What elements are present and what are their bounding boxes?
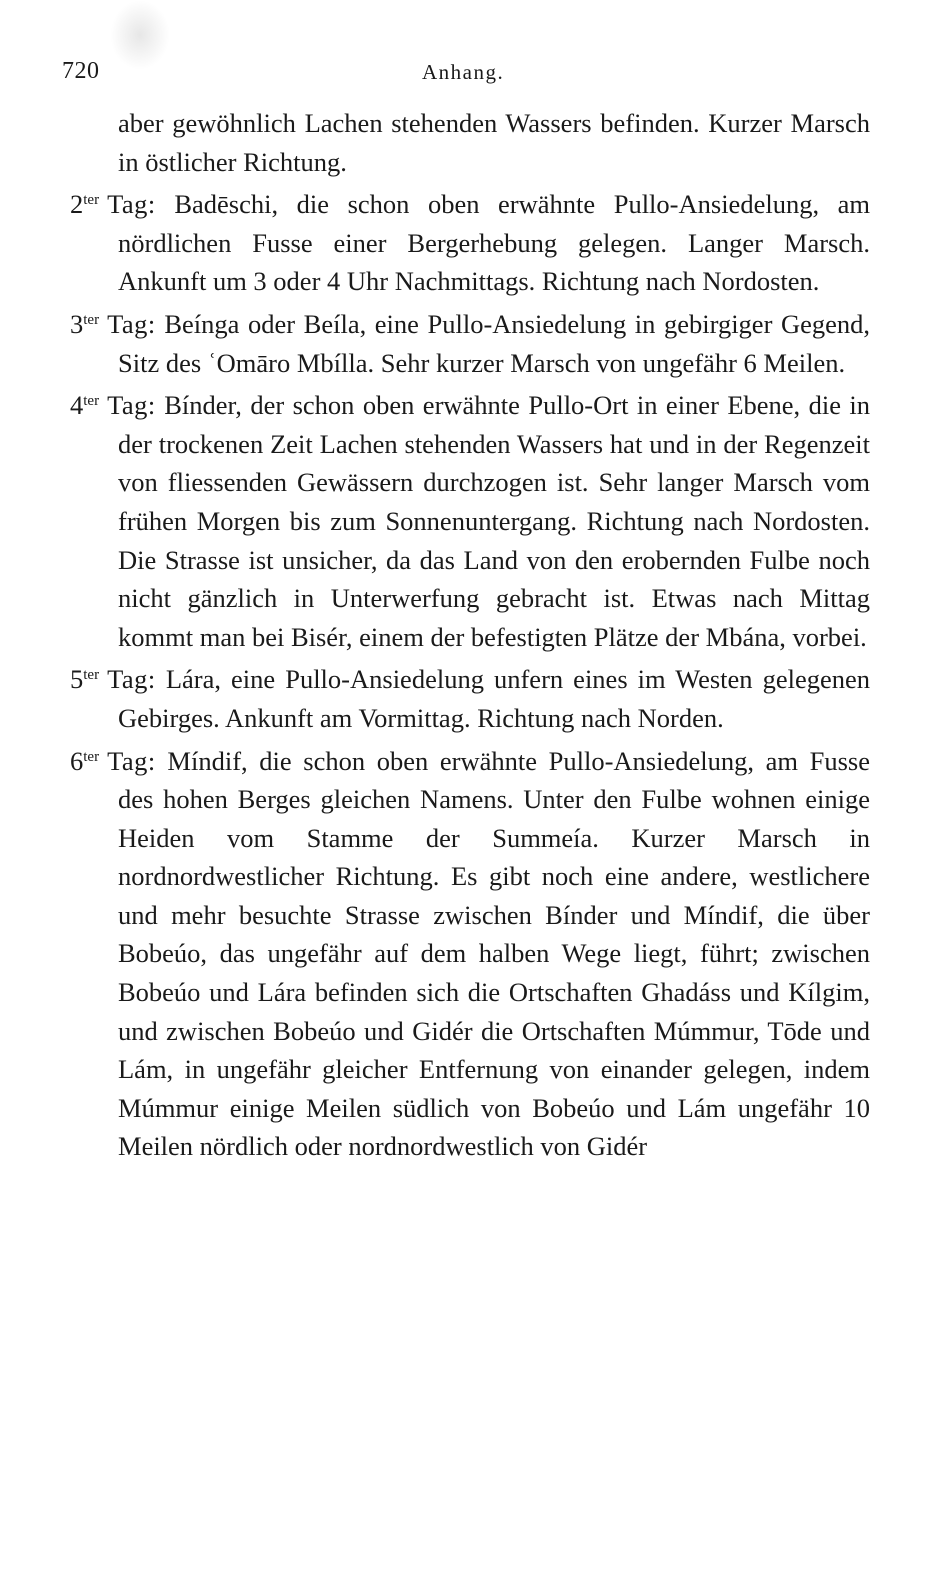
page-header [62, 58, 862, 88]
day-entry-6 [70, 738, 870, 1167]
day-label: Tag: [107, 390, 156, 421]
paragraph-text: Míndif, die schon oben erwähnte Pullo-Ansiedelung, am Fusse des hohen Berges gleichen Namens. Unter den Fulbe wohnen einige Heiden vom Stamme der Summeía. Kurzer Marsch in nordnordwestlicher Richtung. Es gibt noch eine andere, westlichere und mehr besuchte Strasse zwischen Bínder und Míndif, die über Bobeúo, das ungefähr auf dem halben Wege liegt, führt; zwischen Bobeúo und Lára befinden sich die Ortschaften Ghadáss und Kílgim, und zwischen Bobeúo und Gidér die Ortschaften Múmmur, Tōde und Lám, in ungefähr gleicher Entfernung von einander gelegen, indem Múmmur einige Meilen südlich von Bobeúo und Lám ungefähr 10 Meilen nördlich oder nordnordwestlich von Gidér [118, 745, 870, 1162]
day-label: Tag: [107, 745, 156, 776]
paragraph-text: Lára, eine Pullo-Ansiedelung unfern eines im Westen gelegenen Gebirges. Ankunft am Vormittag. Richtung nach Norden. [118, 664, 870, 733]
day-entry-4 [70, 382, 870, 656]
day-entry-2 [70, 181, 870, 301]
page-number: 720 [62, 58, 100, 84]
day-number: 6 [70, 745, 84, 776]
paragraph-text: aber gewöhnlich Lachen stehenden Wassers befinden. Kurzer Marsch in östlicher Richtung. [118, 108, 870, 177]
day-ordinal-suffix: ter [83, 311, 100, 328]
day-label: Tag: [107, 308, 156, 339]
paragraph-text: Badēschi, die schon oben erwähnte Pullo-Ansiedelung, am nördlichen Fusse einer Bergerhebung gelegen. Langer Marsch. Ankunft um 3 oder 4 Uhr Nachmittags. Richtung nach Nordosten. [118, 189, 870, 297]
day-number: 2 [70, 189, 84, 220]
day-label: Tag: [107, 189, 156, 220]
paragraph-continuation [70, 104, 870, 181]
day-entry-3 [70, 301, 870, 382]
day-label: Tag: [107, 664, 156, 695]
day-entry-5 [70, 656, 870, 737]
day-number: 5 [70, 664, 84, 695]
paragraph-text: Bínder, der schon oben erwähnte Pullo-Ort in einer Ebene, die in der trockenen Zeit Lachen stehenden Wassers hat und in der Regenzeit von fliessenden Gewässern durchzogen ist. Sehr langer Marsch vom frühen Morgen bis zum Sonnenuntergang. Richtung nach Nordosten. Die Strasse ist unsicher, da das Land von den erobernden Fulbe noch nicht gänzlich in Unterwerfung gebracht ist. Etwas nach Mittag kommt man bei Bisér, einem der befestigten Plätze der Mbána, vorbei. [118, 390, 870, 652]
day-ordinal-suffix: ter [83, 393, 100, 410]
day-ordinal-suffix: ter [83, 667, 100, 684]
running-title: Anhang. [422, 60, 505, 84]
day-number: 4 [70, 390, 84, 421]
paragraph-text: Beínga oder Beíla, eine Pullo-Ansiedelung in gebirgiger Gegend, Sitz des ʿOmāro Mbílla. Sehr kurzer Marsch von ungefähr 6 Meilen. [118, 308, 870, 378]
day-number: 3 [70, 308, 84, 339]
day-ordinal-suffix: ter [83, 748, 100, 765]
body-text [70, 104, 870, 1166]
day-ordinal-suffix: ter [83, 192, 100, 209]
